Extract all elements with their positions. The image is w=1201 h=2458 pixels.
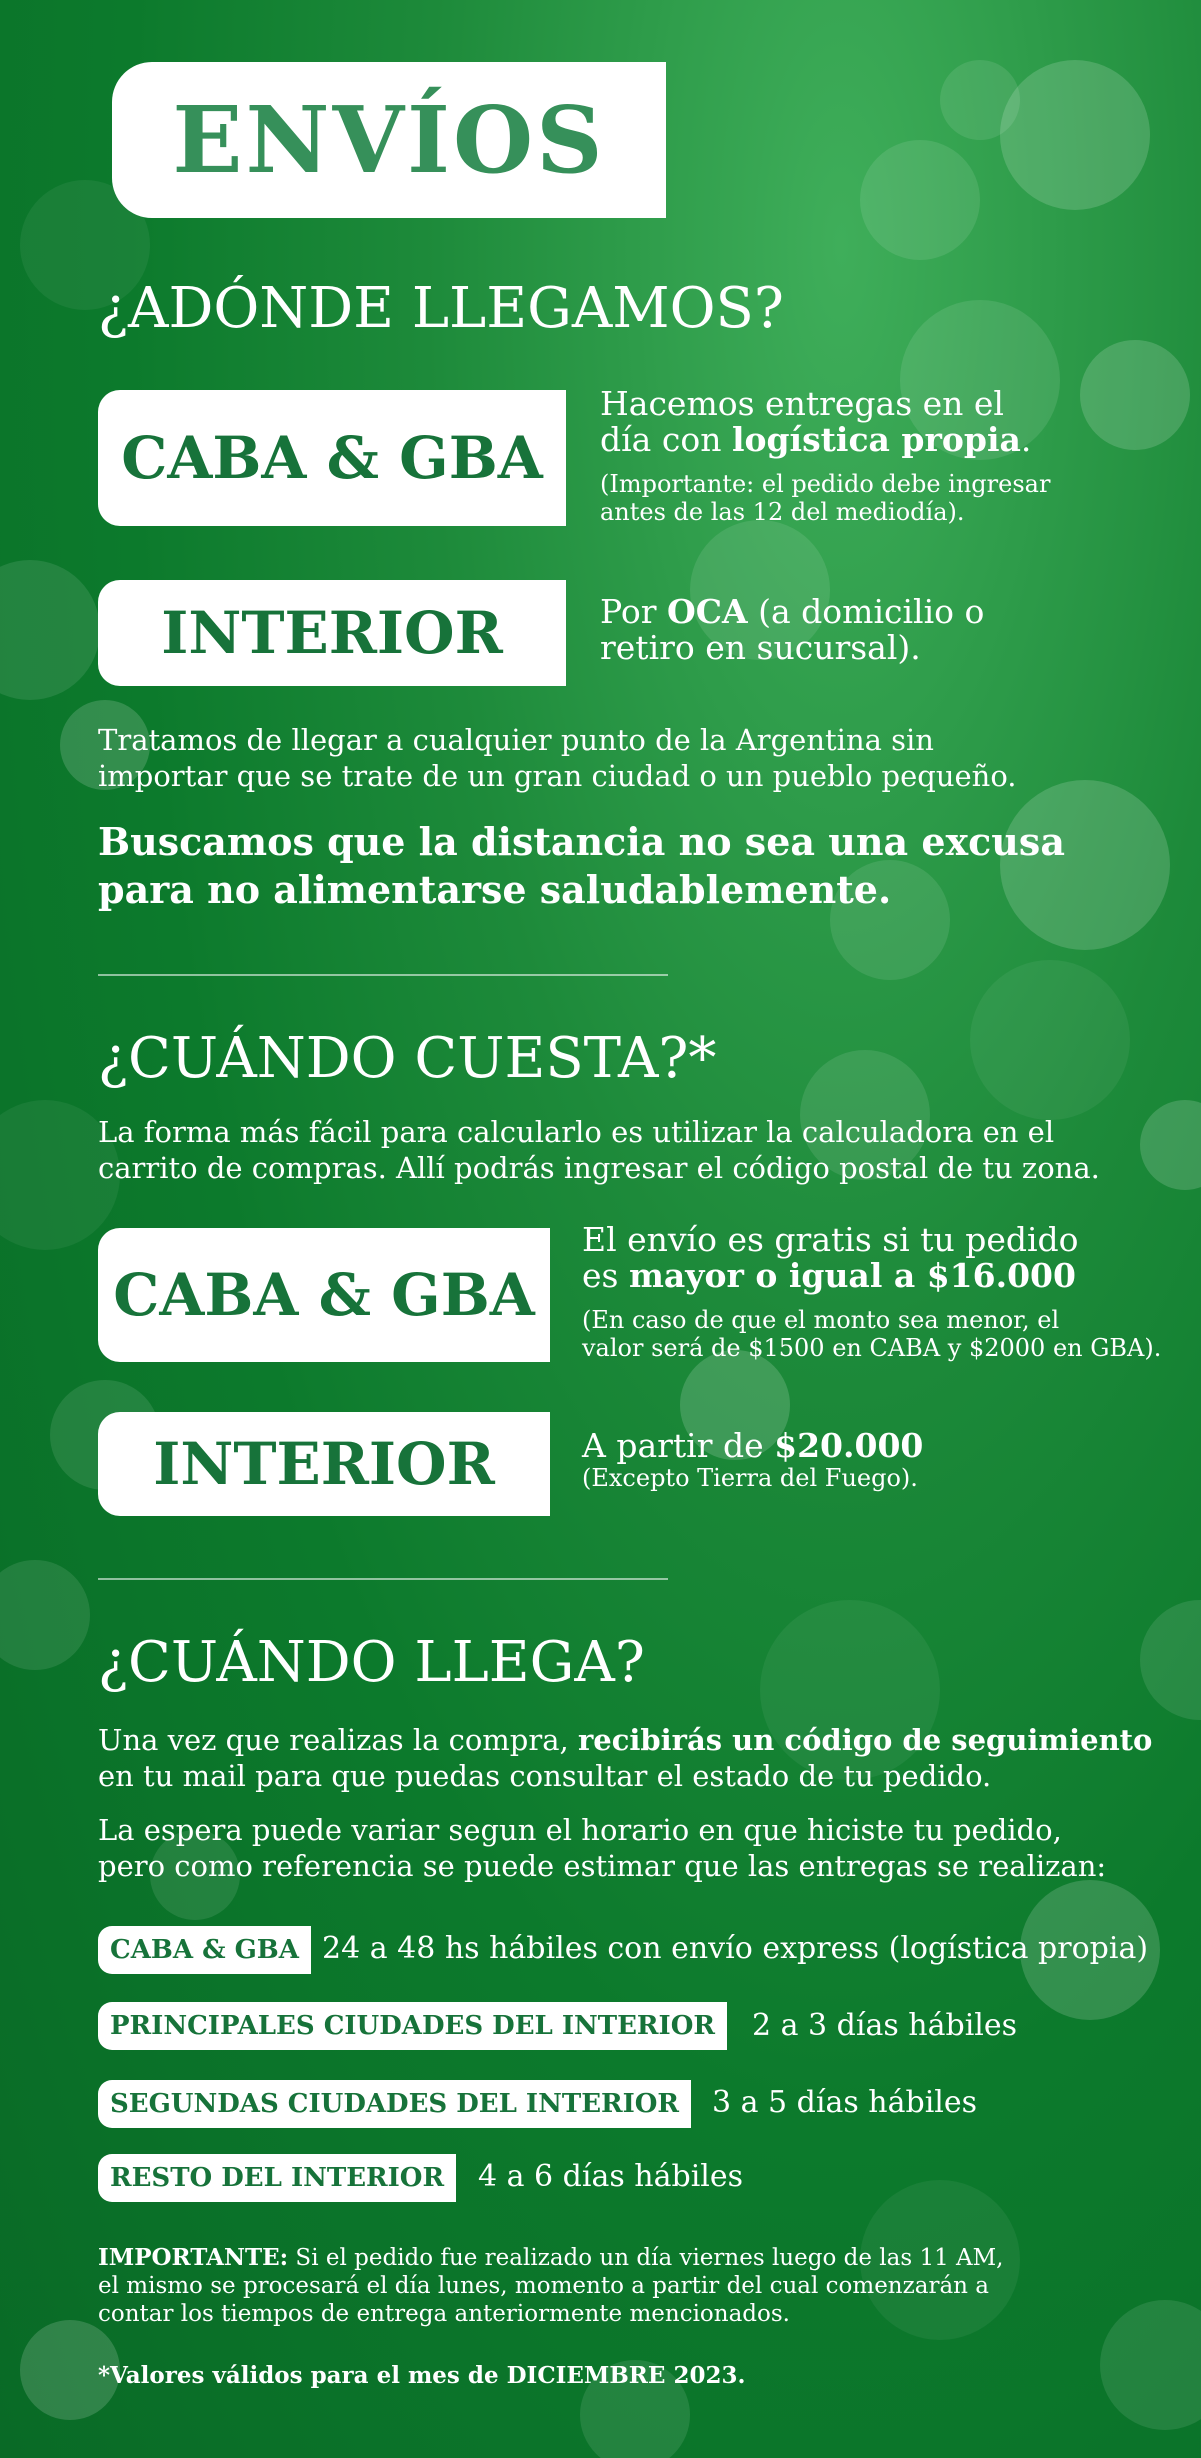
desc-note: valor será de $1500 en CABA y $2000 en GBA). <box>582 1334 1162 1362</box>
title-badge <box>112 62 666 218</box>
desc-note: (En caso de que el monto sea menor, el <box>582 1306 1060 1334</box>
para-line: en tu mail para que puedas consultar el estado de tu pedido. <box>98 1759 992 1793</box>
desc-line: retiro en sucursal). <box>600 628 921 667</box>
divider <box>98 974 668 976</box>
zone-badge-caba-gba-cost <box>98 1228 550 1362</box>
note-line: contar los tiempos de entrega anteriormente mencionados. <box>98 2301 790 2327</box>
desc-note: (Excepto Tierra del Fuego). <box>582 1464 918 1492</box>
para-bold: recibirás un código de seguimiento <box>577 1723 1153 1757</box>
desc-text: A partir de <box>582 1426 775 1465</box>
page-title: ENVÍOS <box>172 86 606 194</box>
statement-line: Buscamos que la distancia no sea una excusa <box>98 819 1065 864</box>
desc-bold: $20.000 <box>774 1426 924 1465</box>
desc-text: (a domicilio o <box>747 592 985 631</box>
para-line: La espera puede variar segun el horario en que hiciste tu pedido, <box>98 1813 1062 1847</box>
zone-badge-interior-cost <box>98 1412 550 1516</box>
tracking-paragraph <box>98 1722 1152 1794</box>
desc-text: . <box>1020 420 1032 459</box>
delivery-time-segundas: 3 a 5 días hábiles <box>712 2085 978 2120</box>
desc-bold: OCA <box>667 592 748 631</box>
delivery-time-resto: 4 a 6 días hábiles <box>478 2159 744 2194</box>
para-line: La forma más fácil para calcularlo es utilizar la calculadora en el <box>98 1115 1055 1149</box>
delivery-tag-caba-gba: CABA & GBA <box>98 1926 311 1974</box>
important-note <box>98 2244 1004 2328</box>
desc-text: Por <box>600 592 667 631</box>
section-heading-where: ¿ADÓNDE LLEGAMOS? <box>98 276 784 341</box>
para-line: Tratamos de llegar a cualquier punto de la Argentina sin <box>98 723 934 757</box>
para-line: importar que se trate de un gran ciudad o un pueblo pequeño. <box>98 759 1017 793</box>
coverage-paragraph <box>98 722 1017 794</box>
desc-note: antes de las 12 del mediodía). <box>600 498 965 526</box>
interior-cost-desc <box>582 1428 923 1492</box>
zone-badge-caba-gba <box>98 390 566 526</box>
para-line: pero como referencia se puede estimar que las entregas se realizan: <box>98 1849 1107 1883</box>
note-text: Si el pedido fue realizado un día viernes luego de las 11 AM, <box>288 2245 1004 2271</box>
important-label: IMPORTANTE: <box>98 2244 289 2271</box>
zone-badge-label: CABA & GBA <box>121 424 543 492</box>
cost-paragraph <box>98 1114 1100 1186</box>
desc-line: El envío es gratis si tu pedido <box>582 1220 1079 1259</box>
mission-statement <box>98 818 1065 914</box>
timing-paragraph <box>98 1812 1106 1884</box>
statement-line: para no alimentarse saludablemente. <box>98 867 892 912</box>
delivery-tag-segundas: SEGUNDAS CIUDADES DEL INTERIOR <box>98 2080 691 2128</box>
para-text: Una vez que realizas la compra, <box>98 1723 578 1757</box>
desc-text: día con <box>600 420 732 459</box>
para-line: carrito de compras. Allí podrás ingresar el código postal de tu zona. <box>98 1151 1100 1185</box>
section-heading-arrival: ¿CUÁNDO LLEGA? <box>98 1630 645 1695</box>
caba-delivery-desc <box>600 386 1050 526</box>
desc-bold: logística propia <box>731 420 1021 459</box>
delivery-tag-resto: RESTO DEL INTERIOR <box>98 2154 456 2202</box>
desc-note: (Importante: el pedido debe ingresar <box>600 470 1051 498</box>
desc-line: Hacemos entregas en el <box>600 384 1004 423</box>
caba-cost-desc <box>582 1222 1161 1362</box>
note-line: el mismo se procesará el día lunes, momento a partir del cual comenzarán a <box>98 2273 989 2299</box>
zone-badge-label: INTERIOR <box>153 1430 495 1498</box>
delivery-time-caba-gba: 24 a 48 hs hábiles con envío express (logística propia) <box>322 1931 1149 1966</box>
divider <box>98 1578 668 1580</box>
zone-badge-interior <box>98 580 566 686</box>
delivery-time-principales: 2 a 3 días hábiles <box>752 2008 1018 2043</box>
interior-delivery-desc <box>600 594 984 666</box>
zone-badge-label: INTERIOR <box>161 599 503 667</box>
zone-badge-label: CABA & GBA <box>113 1261 535 1329</box>
desc-text: es <box>582 1256 629 1295</box>
desc-bold: mayor o igual a $16.000 <box>628 1256 1076 1295</box>
delivery-tag-principales: PRINCIPALES CIUDADES DEL INTERIOR <box>98 2002 727 2050</box>
section-heading-cost: ¿CUÁNDO CUESTA?* <box>98 1026 717 1091</box>
footnote: *Valores válidos para el mes de DICIEMBRE 2023. <box>98 2362 746 2389</box>
